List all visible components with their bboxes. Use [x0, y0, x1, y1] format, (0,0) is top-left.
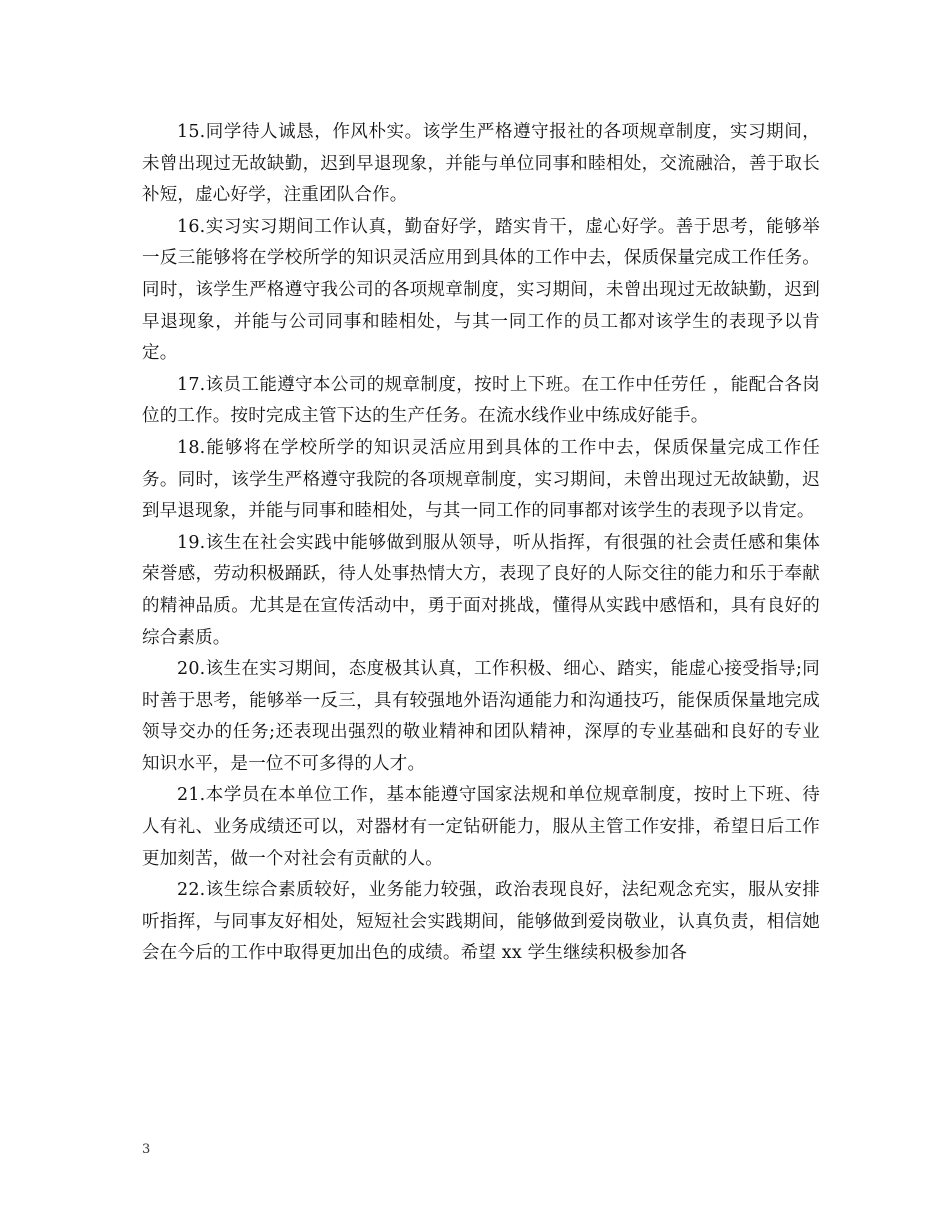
paragraph-18: 18.能够将在学校所学的知识灵活应用到具体的工作中去，保质保量完成工作任务。同时，该学生严格遵守我院的各项规章制度，实习期间，未曾出现过无故缺勤，迟到早退现象，并能与同事和睦相处，与其一同工作的同事都对该学生的表现予以肯定。	[142, 437, 820, 522]
paragraph-16: 16.实习实习期间工作认真，勤奋好学，踏实肯干，虚心好学。善于思考，能够举一反三能够将在学校所学的知识灵活应用到具体的工作中去，保质保量完成工作任务。同时，该学生严格遵守我公司的各项规章制度，实习期间，未曾出现过无故缺勤，迟到早退现象，并能与公司同事和睦相处，与其一同工作的员工都对该学生的表现予以肯定。	[142, 216, 820, 364]
paragraph-17: 17.该员工能遵守本公司的规章制度，按时上下班。在工作中任劳任 ，能配合各岗位的工作。按时完成主管下达的生产任务。在流水线作业中练成好能手。	[142, 374, 820, 427]
paragraph-19: 19.该生在社会实践中能够做到服从领导，听从指挥，有很强的社会责任感和集体荣誉感，劳动积极踊跃，待人处事热情大方，表现了良好的人际交往的能力和乐于奉献的精神品质。尤其是在宣传活动中，勇于面对挑战，懂得从实践中感悟和，具有良好的综合素质。	[142, 532, 820, 648]
paragraph-21: 21.本学员在本单位工作，基本能遵守国家法规和单位规章制度，按时上下班、待人有礼、业务成绩还可以，对器材有一定钻研能力，服从主管工作安排，希望日后工作更加刻苦，做一个对社会有贡献的人。	[142, 785, 820, 869]
paragraph-20: 20.该生在实习期间，态度极其认真，工作积极、细心、踏实，能虚心接受指导;同时善于思考，能够举一反三，具有较强地外语沟通能力和沟通技巧，能保质保量地完成领导交办的任务;还表现出强烈的敬业精神和团队精神，深厚的专业基础和良好的专业知识水平，是一位不可多得的人才。	[142, 659, 820, 774]
paragraph-22: 22.该生综合素质较好，业务能力较强，政治表现良好，法纪观念充实，服从安排听指挥，与同事友好相处，短短社会实践期间，能够做到爱岗敬业，认真负责，相信她会在今后的工作中取得更加出色的成绩。希望 xx 学生继续积极参加各	[142, 880, 820, 964]
page-number: 3	[142, 1142, 151, 1157]
document-body	[142, 117, 820, 970]
paragraph-15: 15.同学待人诚恳，作风朴实。该学生严格遵守报社的各项规章制度，实习期间，未曾出现过无故缺勤，迟到早退现象，并能与单位同事和睦相处，交流融洽，善于取长补短，虚心好学，注重团队合作。	[142, 122, 820, 206]
